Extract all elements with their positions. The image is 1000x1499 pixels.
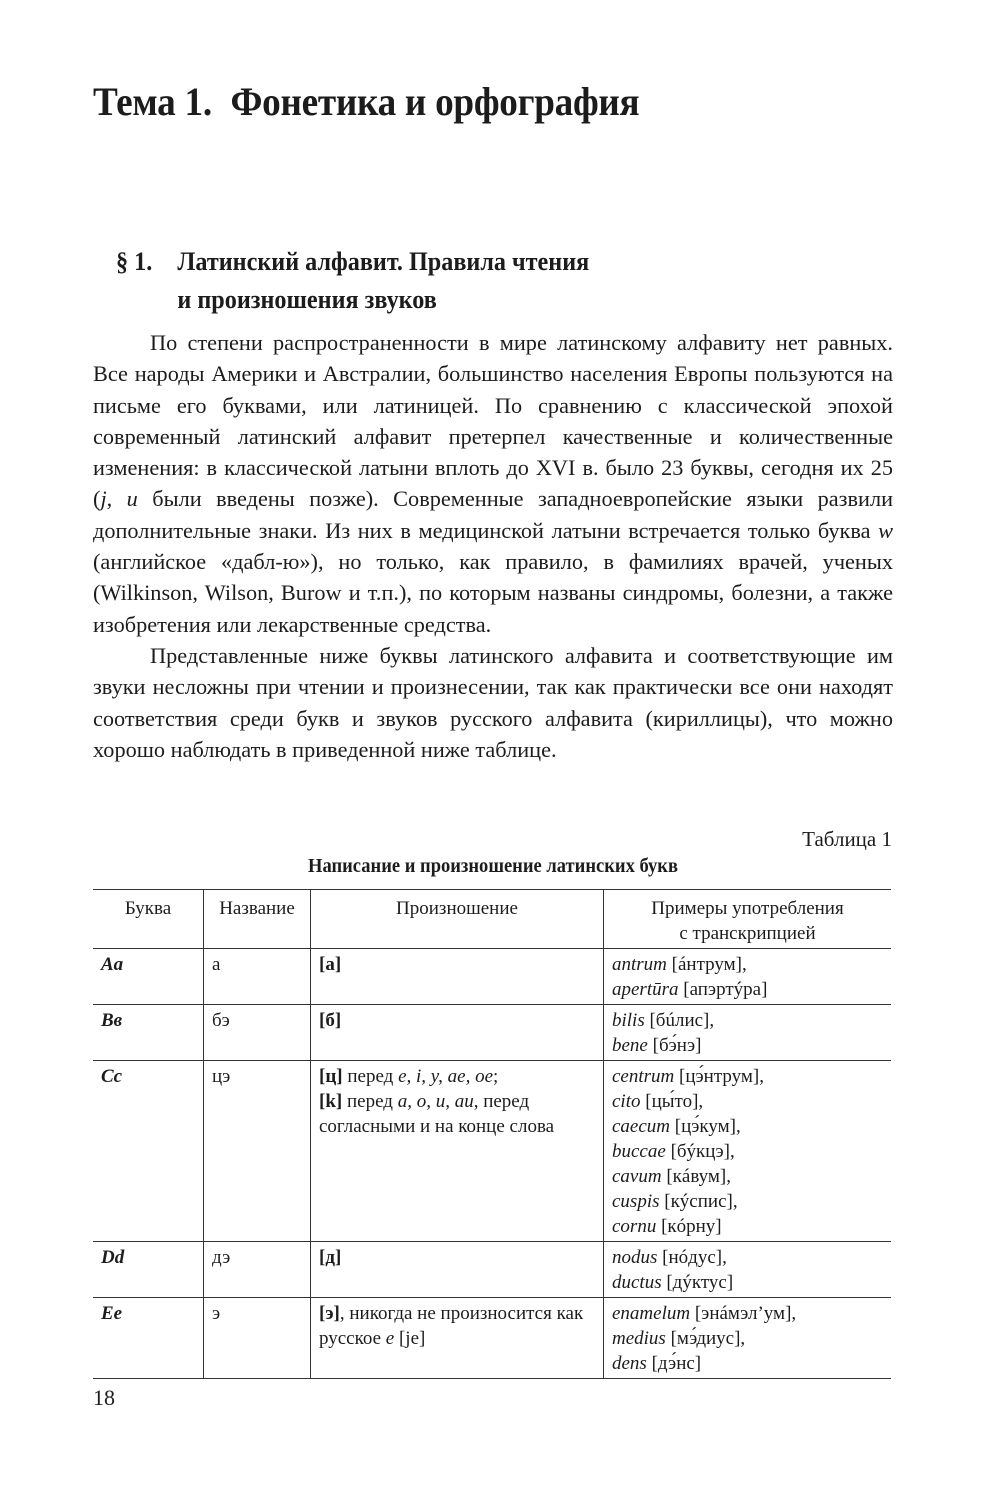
example-word: apertūra — [612, 979, 679, 1000]
sound: [а] — [319, 954, 342, 975]
cell-name: цэ — [204, 1061, 311, 1242]
paragraph-1 — [93, 327, 893, 640]
example-word: cornu — [612, 1216, 657, 1237]
cell-letter: Cc — [93, 1061, 204, 1242]
table-row — [93, 1298, 891, 1379]
pronunciation-line — [319, 1245, 597, 1270]
header-name: Название — [204, 890, 311, 949]
cell-letter: Bв — [93, 1005, 204, 1061]
example-line — [612, 1351, 885, 1376]
cell-examples — [604, 1242, 892, 1298]
example-word: nodus — [612, 1247, 658, 1268]
paragraph-1-part-2: , — [106, 486, 127, 512]
example-transcription: [бúлис], — [644, 1010, 715, 1031]
cell-letter: Aa — [93, 949, 204, 1005]
section-heading — [116, 243, 589, 319]
example-line — [612, 1270, 885, 1295]
example-transcription: [цы́то], — [640, 1091, 704, 1112]
example-transcription: [нóдус], — [657, 1247, 727, 1268]
cell-name: э — [204, 1298, 311, 1379]
example-line — [612, 1214, 885, 1239]
alphabet-table — [93, 889, 891, 1379]
example-line — [612, 1326, 885, 1351]
pronunciation-line — [319, 1089, 597, 1139]
table-label: Таблица 1 — [802, 827, 892, 851]
cell-examples — [604, 1005, 892, 1061]
example-line — [612, 1189, 885, 1214]
example-word: dens — [612, 1353, 647, 1374]
example-line — [612, 1114, 885, 1139]
section-number: § 1. — [116, 247, 153, 276]
example-word: enamelum — [612, 1303, 691, 1324]
pronunciation-line — [319, 1301, 597, 1351]
cell-pronunciation — [311, 1061, 604, 1242]
example-line — [612, 1301, 885, 1326]
table-caption: Написание и произношение латинских букв — [308, 856, 678, 877]
example-word: bilis — [612, 1010, 645, 1031]
section-title-line2: и произношения звуков — [177, 285, 437, 314]
example-word: ductus — [612, 1272, 662, 1293]
example-word: antrum — [612, 954, 667, 975]
topic-name: Фонетика и орфография — [230, 79, 640, 124]
example-transcription: [цэ́кум], — [670, 1116, 741, 1137]
example-transcription: [кýспис], — [659, 1191, 738, 1212]
example-line — [612, 1139, 885, 1164]
table-row — [93, 949, 891, 1005]
letter-w: w — [878, 517, 893, 543]
cell-letter: Dd — [93, 1242, 204, 1298]
header-pronunciation: Произношение — [311, 890, 604, 949]
cell-pronunciation — [311, 1298, 604, 1379]
pronunciation-line — [319, 952, 597, 977]
example-transcription: [мэ́диус], — [665, 1328, 746, 1349]
cell-examples — [604, 949, 892, 1005]
table-body — [93, 949, 891, 1379]
example-line — [612, 1033, 885, 1058]
topic-label: Тема 1. — [93, 79, 212, 124]
cell-examples — [604, 1061, 892, 1242]
header-examples-line2: с транскрипцией — [679, 923, 816, 944]
cell-examples — [604, 1298, 892, 1379]
example-line — [612, 977, 885, 1002]
pronunciation-tail: ; — [493, 1066, 499, 1087]
cell-pronunciation — [311, 949, 604, 1005]
paragraph-2: Представленные ниже буквы латинского алфавита и соответствующие им звуки несложны при чтении и произнесении, так как практически все они находят соответствия среди букв и звуков русского алфавита (кириллицы), что можно хорошо наблюдать в приведенной ниже таблице. — [93, 642, 893, 762]
pronunciation-line — [319, 1064, 597, 1089]
example-transcription: [энáмэл’ум], — [690, 1303, 797, 1324]
example-transcription: [дэ́нс] — [646, 1353, 702, 1374]
pronunciation-text: перед — [342, 1091, 398, 1112]
example-line — [612, 1008, 885, 1033]
sound: [k] — [319, 1091, 343, 1112]
example-word: medius — [612, 1328, 666, 1349]
paragraph-1-part-4: (английское «дабл-ю»), но только, как правило, в фамилиях врачей, ученых (Wilkinson, Wilson, Burow и т.п.), по которым названы синдромы, болезни, а также изобретения или лекарственные средства. — [93, 549, 893, 637]
letter-j: j — [100, 486, 107, 512]
pronunciation-text: перед — [342, 1066, 399, 1087]
cell-name: бэ — [204, 1005, 311, 1061]
example-line — [612, 952, 885, 977]
table-row — [93, 1005, 891, 1061]
paragraph-1-part-1: По степени распространенности в мире латинскому алфавиту нет равных. Все народы Америки и Австралии, большинство населения Европы пользуются на письме его буквами, или латиницей. По сравнению с классической эпохой современный латинский алфавит претерпел качественные и количественные изменения: в классической латыни вплоть до XVI в. было 23 буквы, сегодня их 25 ( — [93, 330, 893, 512]
pronunciation-vowels: a, o, u, au — [397, 1091, 474, 1112]
example-word: caecum — [612, 1116, 671, 1137]
example-word: cito — [612, 1091, 641, 1112]
example-transcription: [дýктус] — [661, 1272, 734, 1293]
sound: [э] — [319, 1303, 340, 1324]
table-header-row — [93, 890, 891, 949]
topic-title — [93, 78, 639, 125]
table-row — [93, 1061, 891, 1242]
header-letter: Буква — [93, 890, 204, 949]
example-line — [612, 1245, 885, 1270]
example-transcription: [бэ́нэ] — [647, 1035, 702, 1056]
pronunciation-vowels: е — [385, 1328, 395, 1349]
letter-u: u — [126, 486, 138, 512]
example-word: centrum — [612, 1066, 675, 1087]
example-word: bene — [612, 1035, 648, 1056]
pronunciation-text: , никогда не произносится как русское — [319, 1303, 584, 1349]
sound: [д] — [319, 1247, 342, 1268]
sound: [б] — [319, 1010, 342, 1031]
example-line — [612, 1089, 885, 1114]
paragraph-1-part-3: были введены позже). Современные западноевропейские языки развили дополнительные знаки. Из них в медицинской латыни встречается только буква — [93, 486, 894, 543]
example-transcription: [бýкцэ], — [665, 1141, 735, 1162]
pronunciation-tail: , перед согласными и на конце слова — [319, 1091, 555, 1137]
sound: [ц] — [319, 1066, 343, 1087]
body-text — [93, 327, 893, 765]
pronunciation-line — [319, 1008, 597, 1033]
pronunciation-tail: [je] — [394, 1328, 426, 1349]
cell-name: дэ — [204, 1242, 311, 1298]
section-title-line1: Латинский алфавит. Правила чтения — [177, 247, 590, 276]
header-examples — [604, 890, 892, 949]
example-word: cuspis — [612, 1191, 660, 1212]
example-transcription: [áнтрум], — [666, 954, 747, 975]
example-transcription: [апэртýра] — [678, 979, 768, 1000]
example-transcription: [цэ́нтрум], — [674, 1066, 764, 1087]
example-line — [612, 1064, 885, 1089]
header-examples-line1: Примеры употребления — [651, 898, 844, 919]
cell-pronunciation — [311, 1242, 604, 1298]
example-word: buccae — [612, 1141, 666, 1162]
example-word: cavum — [612, 1166, 662, 1187]
cell-pronunciation — [311, 1005, 604, 1061]
table-row — [93, 1242, 891, 1298]
example-line — [612, 1164, 885, 1189]
cell-name: а — [204, 949, 311, 1005]
example-transcription: [кáвум], — [661, 1166, 732, 1187]
pronunciation-vowels: e, i, y, ae, oe — [398, 1066, 494, 1087]
cell-letter: Ee — [93, 1298, 204, 1379]
example-transcription: [кóрну] — [656, 1216, 722, 1237]
page-number: 18 — [93, 1385, 115, 1410]
